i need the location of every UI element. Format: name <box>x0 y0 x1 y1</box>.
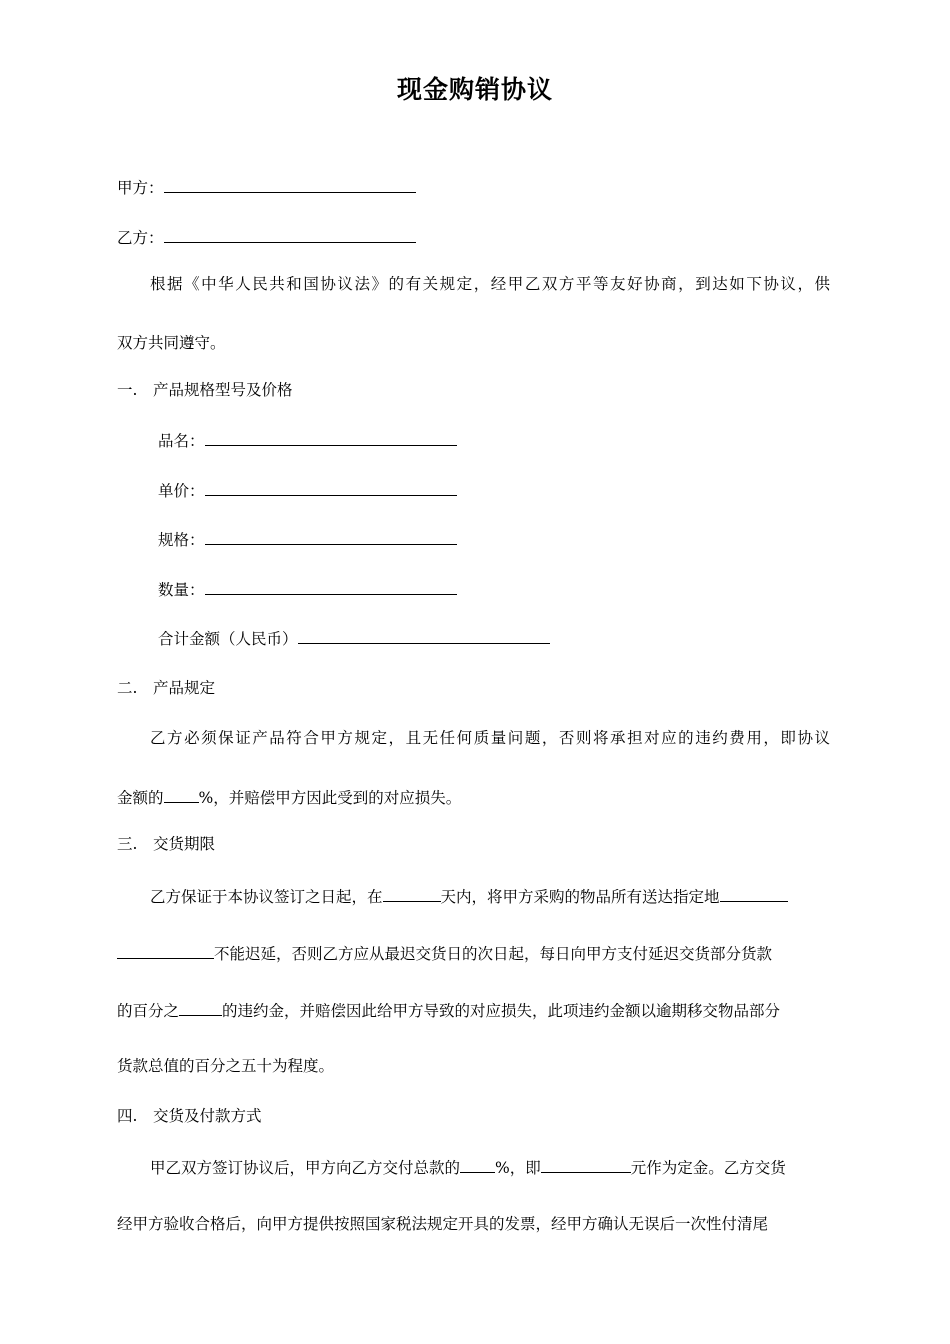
field-total-amount-blank[interactable] <box>298 626 550 644</box>
section-2-line-2-a: 金额的 <box>117 789 164 807</box>
section-3-heading <box>117 833 837 855</box>
section-2-heading <box>117 677 837 699</box>
field-product-name-label: 品名： <box>158 432 205 450</box>
party-a-line <box>117 175 837 199</box>
document-title: 现金购销协议 <box>396 75 553 104</box>
section-3-line-4: 货款总值的百分之五十为程度。 <box>117 1057 335 1075</box>
field-unit-price-blank[interactable] <box>205 478 457 496</box>
section-4-line-1-b: %，即 <box>495 1159 541 1177</box>
section-4-number: 四. <box>117 1107 138 1125</box>
section-4-title: 交货及付款方式 <box>153 1107 262 1125</box>
section-3-line-3-b: 的违约金，并赔偿因此给甲方导致的对应损失，此项违约金额以逾期移交物品部分 <box>222 1002 781 1020</box>
section-1-title: 产品规格型号及价格 <box>153 381 293 399</box>
section-3-line-2 <box>117 941 837 965</box>
party-a-blank[interactable] <box>164 175 416 193</box>
section-3-title: 交货期限 <box>153 835 216 853</box>
section-4-line-1-c: 元作为定金。乙方交货 <box>630 1159 786 1177</box>
section-1-heading <box>117 379 837 401</box>
field-quantity <box>158 577 878 601</box>
section-3-line-1 <box>150 884 870 908</box>
section-3-line-3-a: 的百分之 <box>117 1002 180 1020</box>
section-4-line-1-a: 甲乙双方签订协议后，甲方向乙方交付总款的 <box>150 1159 461 1177</box>
intro-line-1: 根据《中华人民共和国协议法》的有关规定，经甲乙双方平等友好协商，到达如下协议，供 <box>150 275 830 293</box>
delivery-location-blank-2[interactable] <box>117 941 214 959</box>
section-1-number: 一. <box>117 381 138 399</box>
delivery-location-blank-1[interactable] <box>720 884 788 902</box>
field-unit-price-label: 单价： <box>158 482 205 500</box>
section-4-heading <box>117 1105 837 1127</box>
section-3-line-2-b: 不能迟延，否则乙方应从最迟交货日的次日起，每日向甲方支付延迟交货部分货款 <box>214 945 773 963</box>
party-b-line <box>117 225 837 249</box>
section-3-line-1-a: 乙方保证于本协议签订之日起，在 <box>150 888 383 906</box>
field-spec-blank[interactable] <box>205 527 457 545</box>
field-unit-price <box>158 478 878 502</box>
field-spec-label: 规格： <box>158 531 205 549</box>
delivery-days-blank[interactable] <box>383 884 441 902</box>
section-3-line-3 <box>117 998 837 1022</box>
party-b-blank[interactable] <box>164 225 416 243</box>
section-4-line-1 <box>150 1155 870 1179</box>
field-product-name <box>158 428 878 452</box>
party-b-label: 乙方： <box>117 229 164 247</box>
section-2-number: 二. <box>117 679 138 697</box>
field-total-amount <box>158 626 878 650</box>
field-product-name-blank[interactable] <box>205 428 457 446</box>
late-penalty-percent-blank[interactable] <box>179 998 222 1016</box>
section-2-line-2-b: %，并赔偿甲方因此受到的对应损失。 <box>198 789 462 807</box>
section-2-line-2 <box>117 785 837 809</box>
section-3-number: 三. <box>117 835 138 853</box>
field-quantity-label: 数量： <box>158 581 205 599</box>
intro-line-2: 双方共同遵守。 <box>117 334 226 352</box>
field-total-amount-label: 合计金额（人民币） <box>158 630 298 648</box>
section-2-line-1: 乙方必须保证产品符合甲方规定，且无任何质量问题，否则将承担对应的违约费用，即协议 <box>150 729 830 747</box>
party-a-label: 甲方： <box>117 179 164 197</box>
field-spec <box>158 527 878 551</box>
deposit-amount-blank[interactable] <box>541 1155 631 1173</box>
deposit-percent-blank[interactable] <box>460 1155 495 1173</box>
penalty-percent-blank[interactable] <box>164 785 199 803</box>
section-4-line-2: 经甲方验收合格后，向甲方提供按照国家税法规定开具的发票，经甲方确认无误后一次性付清尾 <box>117 1215 769 1233</box>
section-3-line-1-b: 天内，将甲方采购的物品所有送达指定地 <box>440 888 720 906</box>
section-2-title: 产品规定 <box>153 679 216 697</box>
field-quantity-blank[interactable] <box>205 577 457 595</box>
